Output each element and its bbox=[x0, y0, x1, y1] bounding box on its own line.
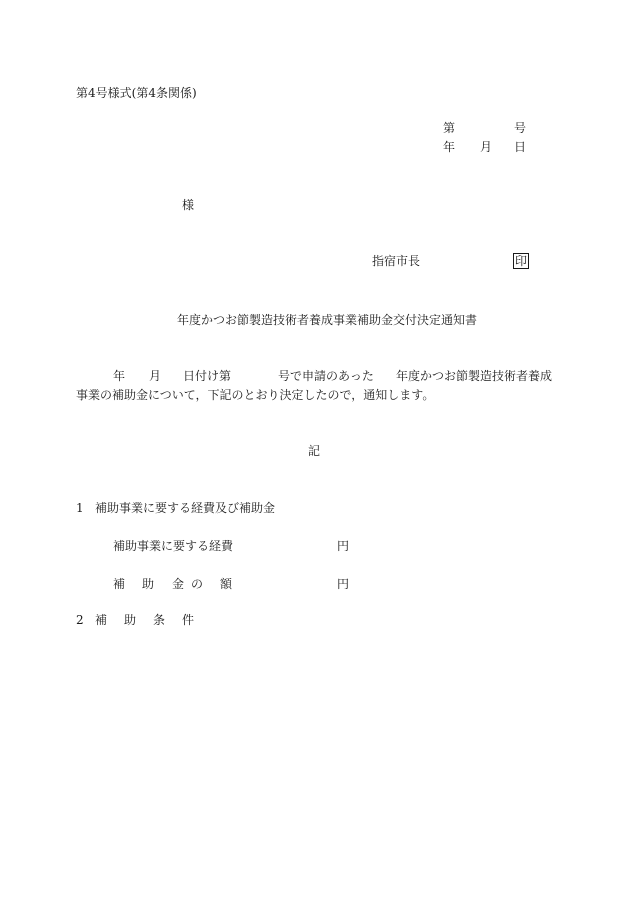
date-day: 日 bbox=[514, 140, 527, 154]
section-2-number: 2 bbox=[76, 613, 84, 627]
ki-heading: 記 bbox=[308, 444, 321, 458]
doc-number-prefix: 第 bbox=[443, 121, 456, 135]
section-1-heading: 補助事業に要する経費及び補助金 bbox=[95, 501, 276, 515]
document-title: 年度かつお節製造技術者養成事業補助金交付決定通知書 bbox=[177, 313, 478, 327]
section-2-char-3: 条 bbox=[153, 613, 166, 627]
item-subsidy-unit: 円 bbox=[337, 577, 350, 591]
issuer-title: 指宿市長 bbox=[372, 254, 421, 268]
section-2-char-2: 助 bbox=[124, 613, 137, 627]
section-1-number: 1 bbox=[76, 501, 84, 515]
section-2-char-4: 件 bbox=[182, 613, 195, 627]
item-expense-unit: 円 bbox=[337, 539, 350, 553]
body-project: 年度かつお節製造技術者養成 bbox=[396, 369, 553, 383]
addressee-honorific: 様 bbox=[182, 198, 195, 212]
seal-mark: 印 bbox=[515, 254, 528, 268]
item-subsidy-char-3: 金 bbox=[172, 577, 185, 591]
item-subsidy-char-4: の bbox=[191, 577, 204, 591]
date-month: 月 bbox=[480, 140, 493, 154]
body-dated: 日付け第 bbox=[183, 369, 232, 383]
body-year: 年 bbox=[113, 369, 126, 383]
date-year: 年 bbox=[443, 140, 456, 154]
body-line-2: 事業の補助金について，下記のとおり決定したので，通知します。 bbox=[76, 388, 435, 402]
item-subsidy-char-5: 額 bbox=[220, 577, 233, 591]
body-applied: 号で申請のあった bbox=[278, 369, 374, 383]
item-expense-label: 補助事業に要する経費 bbox=[113, 539, 234, 553]
doc-number-suffix: 号 bbox=[514, 121, 527, 135]
item-subsidy-char-1: 補 bbox=[113, 577, 126, 591]
body-month: 月 bbox=[149, 369, 162, 383]
item-subsidy-char-2: 助 bbox=[142, 577, 155, 591]
form-reference: 第4号様式(第4条関係) bbox=[76, 86, 197, 100]
section-2-char-1: 補 bbox=[95, 613, 108, 627]
